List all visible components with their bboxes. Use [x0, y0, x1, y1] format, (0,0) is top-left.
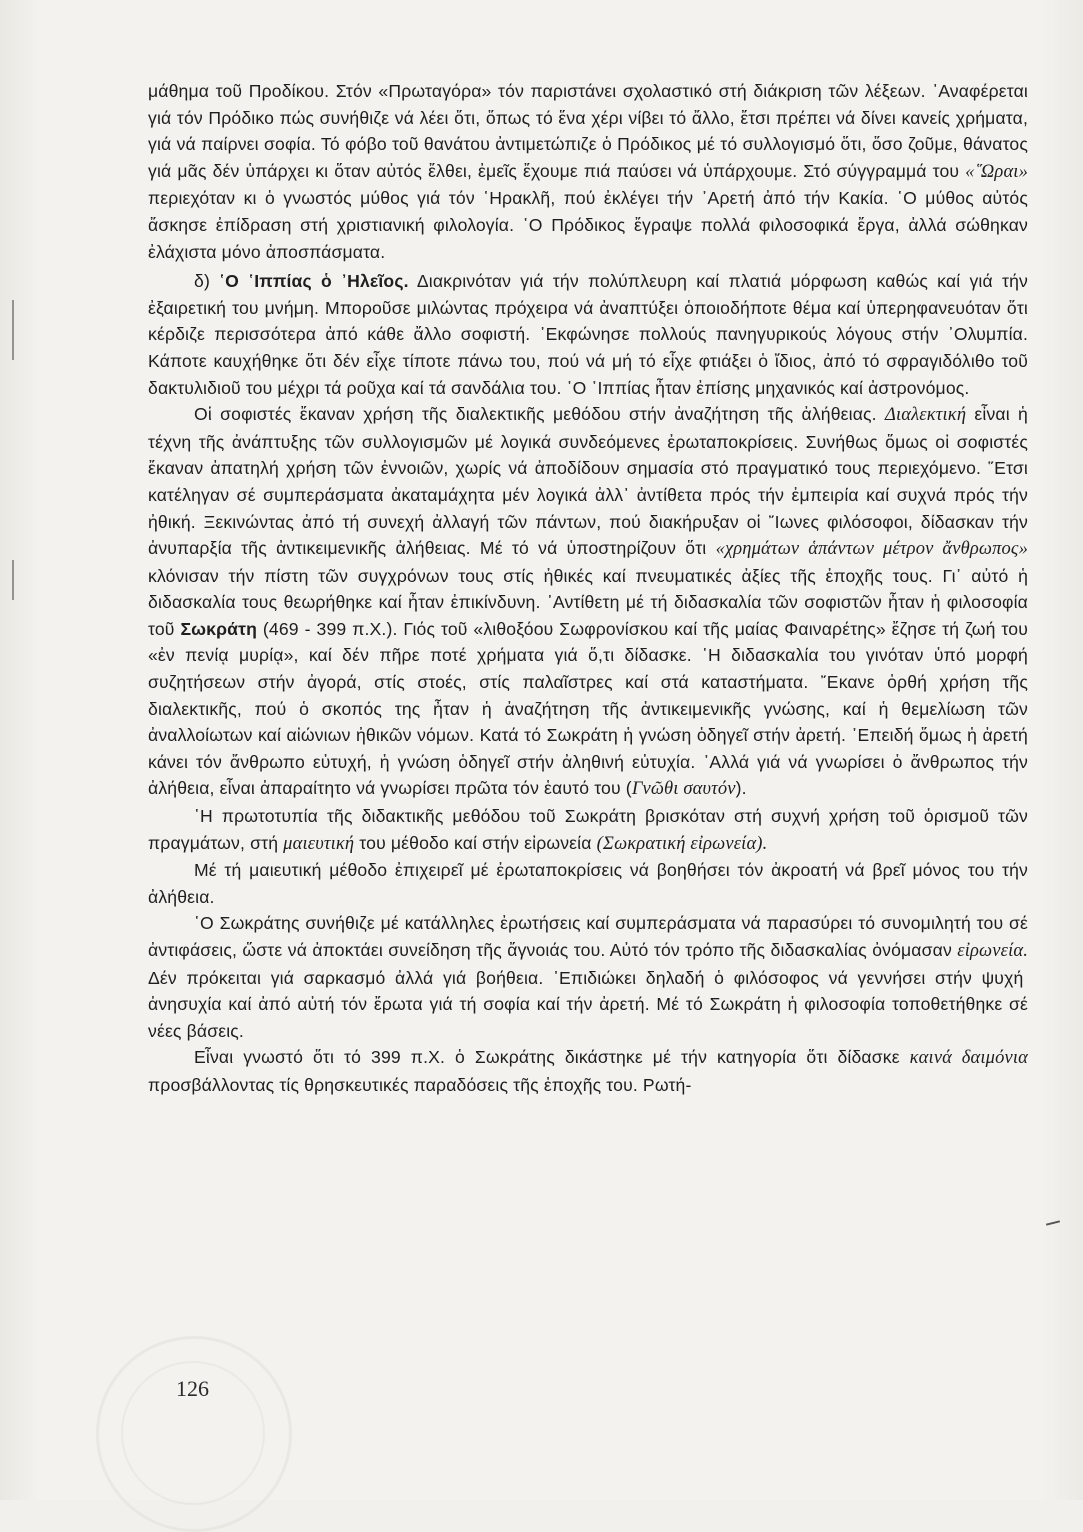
- italic-term: μαιευτική: [283, 833, 355, 854]
- margin-pencil-mark: [1046, 1220, 1060, 1225]
- italic-term: Διαλεκτική: [884, 405, 967, 426]
- body-text: [148, 78, 1028, 1099]
- text-run: κλόνισαν τήν πίστη τῶν συγχρόνων τους στίς ἠθικές καί πνευματικές ἀξίες τῆς ἐποχῆς τους. Γι᾿ αὐτό ἡ διδασκαλία τους θεωρήθηκε καί ἦταν ἐπικίνδυνη. ᾿Αντίθετη μέ τή διδασκαλία τῶν σοφιστῶν ἦταν ἡ φιλοσοφία τοῦ: [148, 565, 1028, 639]
- paragraph-p4: [148, 803, 1028, 857]
- text-run: Οἱ σοφιστές ἔκαναν χρήση τῆς διαλεκτικῆς μεθόδου στήν ἀναζήτηση τῆς ἀλήθειας.: [194, 404, 885, 425]
- binding-mark: [12, 560, 14, 600]
- text-run: προσβάλλοντας τίς θρησκευτικές παραδόσεις τῆς ἐποχῆς του. Ρωτή-: [148, 1074, 692, 1095]
- text-run: περιεχόταν κι ὁ γνωστός μύθος γιά τόν ῾Ηρακλῆ, πού ἐκλέγει τήν ᾿Αρετή ἀπό τήν Κακία. ῾Ο μύθος αὐτός ἄσκησε ἐπίδραση στή χριστιανική φιλολογία. ῾Ο Πρόδικος ἔγραψε πολλά φιλοσοφικά ἔργα, ἀλλά σώθηκαν ἐλάχιστα μόνο ἀποσπάσματα.: [148, 188, 1028, 262]
- italic-term: εἰρωνεία.: [957, 941, 1028, 961]
- italic-term: «χρημάτων ἁπάντων μέτρον ἄνθρωπος»: [715, 539, 1028, 560]
- text-run: ῾Ο Σωκράτης συνήθιζε μέ κατάλληλες ἐρωτήσεις καί συμπεράσματα νά παρασύρει τό συνομιλητή του σέ ἀντιφάσεις, ὥστε νά ἀποκτάει συνείδηση τῆς ἄγνοιάς του. Αὐτό τόν τρόπο τῆς διδασκαλίας ὀνόμασαν: [148, 913, 1028, 960]
- faded-library-stamp: [96, 1336, 292, 1532]
- page-number: 126: [176, 1376, 209, 1401]
- text-run: Δέν πρόκειται γιά σαρκασμό ἀλλά γιά βοήθεια. ᾿Επιδιώκει δηλαδή ὁ φιλόσοφος νά γεννήσει στήν ψυχή ἀνησυχία καί ἀπό αὐτή τόν ἔρωτα γιά τή σοφία καί τήν ἀρετή. Μέ τό Σωκράτη ἡ φιλοσοφία τοποθετήθηκε σέ νέες βάσεις.: [148, 967, 1028, 1041]
- bold-term: Σωκράτη: [180, 618, 258, 639]
- text-run: Διακρινόταν γιά τήν πολύπλευρη καί πλατιά μόρφωση καθώς καί γιά τήν ἐξαιρετική του μνήμη. Μποροῦσε μιλώντας πρόχειρα νά ἀναπτύξει ὁποιοδήποτε θέμα καί ὑπερηφανευόταν ὅτι κέρδιζε περισσότερα ἀπό κάθε ἄλλο σοφιστή. ᾿Εκφώνησε πολλούς πανηγυρικούς λόγους στήν ᾿Ολυμπία. Κάποτε καυχήθηκε ὅτι δέν εἶχε τίποτε πάνω του, πού νά μή τό εἶχε φτιάξει ὁ ἴδιος, ἀπό τό σφραγιδόλιθο τοῦ δακτυλιδιοῦ του μέχρι τά ροῦχα καί τά σανδάλια του. ῾Ο ῾Ιππίας ἦταν ἐπίσης μηχανικός καί ἀστρονόμος.: [148, 271, 1028, 398]
- paragraph-p3: [148, 401, 1028, 803]
- text-run: δ): [194, 271, 220, 292]
- binding-mark: [12, 300, 14, 360]
- text-run: μάθημα τοῦ Προδίκου. Στόν «Πρωταγόρα» τόν παριστάνει σχολαστικό στή διάκριση τῶν λέξεων. ᾿Αναφέρεται γιά τόν Πρόδικο πώς συνήθιζε νά λέει ὅτι, ὅπως τό ἕνα χέρι νίβει τό ἄλλο, ἔτσι πρέπει νά δίνει κανείς χρήματα, γιά νά παίρνει σοφία. Τό φόβο τοῦ θανάτου ἀντιμετώπιζε ὁ Πρόδικος μέ τό συλλογισμό ὅτι, ὅσο ζοῦμε, θάνατος γιά μᾶς δέν ὑπάρχει κι ὅταν αὐτός ἔλθει, ἐμεῖς ἔχουμε πιά παύσει νά ὑπάρχουμε. Στό σύγγραμμά του: [148, 81, 1028, 181]
- text-run: του μέθοδο καί στήν εἰρωνεία: [354, 832, 597, 853]
- text-run: (469 - 399 π.Χ.). Γιός τοῦ «λιθοξόου Σωφρονίσκου καί τῆς μαίας Φαιναρέτης» ἔζησε τή ζωή του «ἐν πενίᾳ μυρίᾳ», καί δέν πῆρε ποτέ χρήματα γιά ὅ,τι δίδασκε. ῾Η διδασκαλία του γινόταν ὑπό μορφή συζητήσεων στήν ἀγορά, στίς στοές, στίς παλαῖστρες καί στά καταστήματα. ῎Εκανε ὀρθή χρήση τῆς διαλεκτικῆς, πού ὁ σκοπός της ἦταν ἡ ἀναζήτηση τῆς ἀντικειμενικῆς γνώσης, καί ἡ θεμελίωση τῶν ἀναλλοίωτων καί αἰώνιων ἠθικῶν νόμων. Κατά τό Σωκράτη ἡ γνώση ὁδηγεῖ στήν ἀρετή. ᾿Επειδή ὅμως ἡ ἀρετή κάνει τόν ἄνθρωπο εὐτυχή, ἡ γνώση ὁδηγεῖ στήν ἀληθινή εὐτυχία. ᾿Αλλά γιά νά γνωρίσει ὁ ἄνθρωπος τήν ἀλήθεια, εἶναι ἀπαραίτητο νά γνωρίσει πρῶτα τόν ἑαυτό του (: [148, 618, 1028, 799]
- text-run: ῾Η πρωτοτυπία τῆς διδακτικῆς μεθόδου τοῦ Σωκράτη βρισκόταν στή συχνή χρήση τοῦ ὁρισμοῦ τῶν πραγμάτων, στή: [148, 806, 1028, 853]
- paragraph-p6: [148, 910, 1028, 1044]
- italic-term: «῞Ωραι»: [965, 161, 1028, 182]
- text-run: εἶναι ἡ τέχνη τῆς ἀνάπτυξης τῶν συλλογισμῶν μέ λογικά συνδεόμενες ἐρωταποκρίσεις. Συνήθως ὅμως οἱ σοφιστές ἔκαναν ἀπατηλή χρήση τῶν ἐννοιῶν, χωρίς νά ἀποδίδουν σημασία στό πραγματικό τους περιεχόμενο. ῞Ετσι κατέληγαν σέ συμπεράσματα ἀκαταμάχητα μέν λογικά ἀλλ᾿ ἀντίθετα πρός τήν ἐμπειρία καί συχνά πρός τήν ἠθική. Ξεκινώντας ἀπό τή συνεχή ἀλλαγή τῶν πάντων, πού διακήρυξαν οἱ ῎Ιωνες φιλόσοφοι, δίδασκαν τήν ἀνυπαρξία τῆς ἀντικειμενικῆς ἀλήθειας. Μέ τό νά ὑποστηρίζουν ὅτι: [148, 404, 1028, 559]
- italic-term: Γνῶθι σαυτόν: [631, 779, 736, 800]
- paragraph-p7: [148, 1044, 1028, 1098]
- paragraph-p1: [148, 78, 1028, 265]
- text-run: Μέ τή μαιευτική μέθοδο ἐπιχειρεῖ μέ ἐρωταποκρίσεις νά βοηθήσει τόν ἀκροατή νά βρεῖ μόνος του τήν ἀλήθεια.: [148, 860, 1028, 907]
- paragraph-p2: [148, 268, 1028, 401]
- italic-term: καινά δαιμόνια: [909, 1048, 1028, 1069]
- text-run: Εἶναι γνωστό ὅτι τό 399 π.Χ. ὁ Σωκράτης δικάστηκε μέ τήν κατηγορία ὅτι δίδασκε: [194, 1047, 910, 1068]
- bold-term: ῾Ο ῾Ιππίας ὁ ᾿Ηλεῖος.: [219, 271, 409, 292]
- text-run: ).: [735, 778, 747, 799]
- italic-term: (Σωκρατική εἰρωνεία).: [596, 833, 768, 854]
- paragraph-p5: [148, 857, 1028, 910]
